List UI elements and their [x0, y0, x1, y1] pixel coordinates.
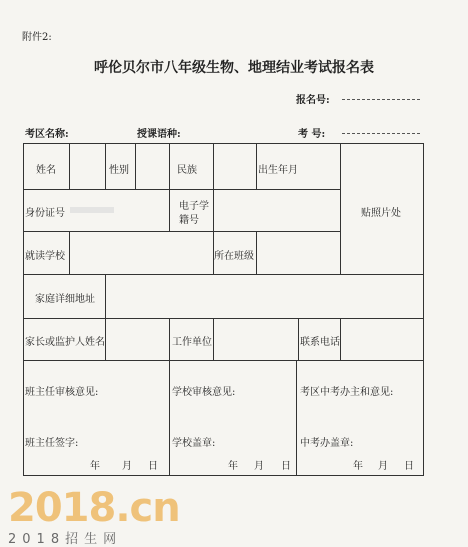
- registration-form-table: [23, 143, 424, 476]
- school-opinion-label: 学校审核意见:: [172, 387, 236, 398]
- id-number-label: 身份证号: [25, 208, 65, 219]
- registration-no-field[interactable]: [342, 99, 420, 100]
- school-seal-label: 学校盖章:: [172, 438, 216, 449]
- contact-phone-label: 联系电话: [300, 337, 340, 348]
- teacher-signature-label: 班主任签字:: [25, 438, 79, 449]
- exam-office-opinion-label: 考区中考办主和意见:: [300, 387, 394, 398]
- class-label: 所在班级: [214, 251, 254, 262]
- registration-no-label: 报名号:: [296, 95, 330, 106]
- ethnicity-label: 民族: [177, 165, 197, 176]
- language-label: 授课语种:: [137, 129, 181, 140]
- school-date-month: 月: [254, 461, 264, 472]
- attachment-label: 附件2:: [22, 32, 52, 43]
- guardian-name-label: 家长或监护人姓名: [25, 337, 105, 348]
- home-address-label: 家庭详细地址: [35, 294, 95, 305]
- photo-placeholder-label: 贴照片处: [361, 208, 401, 219]
- school-date-day: 日: [281, 461, 291, 472]
- teacher-opinion-label: 班主任审核意见:: [25, 387, 99, 398]
- work-unit-label: 工作单位: [172, 337, 212, 348]
- name-label: 姓名: [36, 165, 56, 176]
- watermark-subtitle: 2018招生网: [8, 532, 123, 547]
- teacher-date-year: 年: [90, 461, 100, 472]
- teacher-date-day: 日: [148, 461, 158, 472]
- teacher-date-month: 月: [122, 461, 132, 472]
- page-title: 呼伦贝尔市八年级生物、地理结业考试报名表: [94, 60, 374, 76]
- exam-office-date-year: 年: [353, 461, 363, 472]
- school-date-year: 年: [228, 461, 238, 472]
- gender-label: 性别: [109, 165, 129, 176]
- student-id-label-line1: 电子学: [179, 201, 209, 212]
- redacted-id-smudge: [70, 207, 114, 213]
- exam-area-label: 考区名称:: [25, 129, 69, 140]
- exam-office-date-day: 日: [404, 461, 414, 472]
- exam-office-date-month: 月: [378, 461, 388, 472]
- birth-date-label: 出生年月: [258, 165, 298, 176]
- watermark-brand: 2018.cn: [8, 485, 180, 531]
- exam-office-seal-label: 中考办盖章:: [300, 438, 354, 449]
- exam-no-label: 考 号:: [298, 129, 326, 140]
- student-id-label-line2: 籍号: [179, 215, 199, 226]
- exam-no-field[interactable]: [342, 133, 420, 134]
- school-label: 就读学校: [25, 251, 65, 262]
